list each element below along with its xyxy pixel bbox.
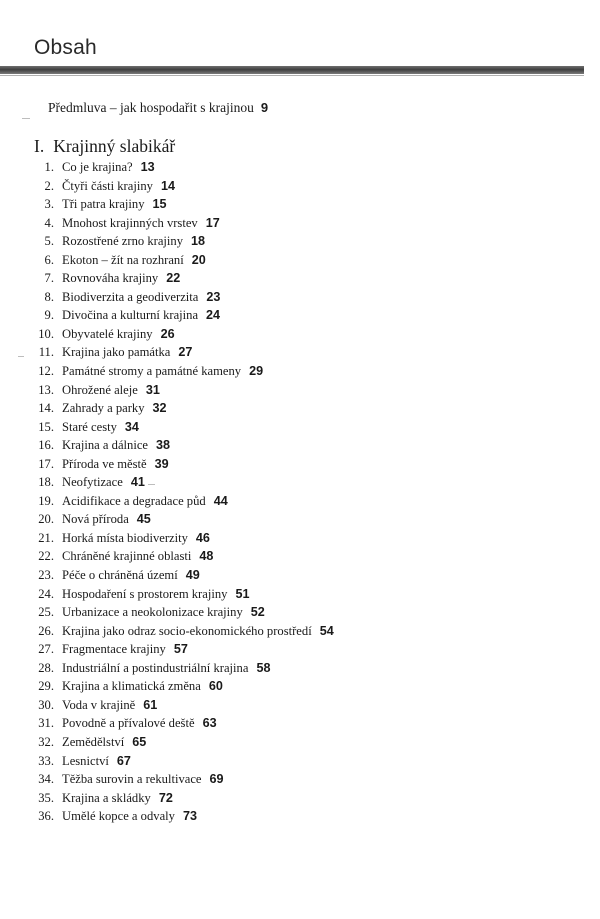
toc-entry-number: 16. — [38, 438, 54, 453]
toc-entry-title-text: Lesnictví — [62, 753, 109, 768]
preface-page-number: 9 — [260, 100, 269, 115]
toc-entry-title-text: Chráněné krajinné oblasti — [62, 549, 192, 564]
toc-entry-page-number: 60 — [208, 679, 223, 694]
toc-entry-number: 10. — [38, 326, 54, 341]
toc-entry-page-number: 45 — [136, 512, 151, 527]
toc-entry-number: 4. — [44, 215, 54, 230]
toc-entry-number: 30. — [38, 697, 54, 712]
toc-entry-page-number: 48 — [199, 549, 214, 564]
toc-entry-title — [62, 473, 145, 492]
toc-entry-title — [62, 288, 220, 307]
toc-entry-title-text: Voda v krajině — [62, 697, 136, 712]
toc-entry-title-text: Čtyři části krajiny — [62, 178, 153, 193]
toc-entry-title — [62, 343, 192, 362]
toc-entry-page-number: 15 — [152, 197, 167, 212]
toc-entry-page-number: 27 — [178, 345, 193, 360]
page-title: Obsah — [34, 36, 97, 59]
toc-entry-number: 28. — [38, 660, 54, 675]
toc-entry-title — [62, 696, 157, 715]
toc-entry-title — [62, 325, 175, 344]
toc-entry-title-text: Mnohost krajinných vrstev — [62, 215, 198, 230]
toc-entry-page-number: 23 — [206, 289, 221, 304]
toc-entry-title-text: Acidifikace a degradace půd — [62, 493, 206, 508]
toc-entry-title — [62, 622, 334, 641]
toc-entry-page-number: 31 — [145, 382, 160, 397]
toc-entry-title — [62, 214, 220, 233]
toc-entry-title-text: Krajina jako památka — [62, 345, 171, 360]
toc-entry-number: 13. — [38, 382, 54, 397]
toc-entry-title-text: Ekoton – žít na rozhraní — [62, 252, 184, 267]
toc-entry-number: 21. — [38, 530, 54, 545]
toc-entry-number: 35. — [38, 790, 54, 805]
preface-entry[interactable] — [48, 100, 268, 116]
toc-entry-title-text: Neofytizace — [62, 475, 123, 490]
toc-entry-title — [62, 714, 217, 733]
toc-entry-number: 23. — [38, 568, 54, 583]
toc-entry-title — [62, 251, 206, 270]
toc-entry-number: 18. — [38, 475, 54, 490]
scan-speck — [18, 356, 24, 357]
toc-entry-number: 2. — [44, 178, 54, 193]
toc-entry-title — [62, 455, 169, 474]
toc-entry-number: 5. — [44, 234, 54, 249]
toc-entry-title — [62, 362, 263, 381]
toc-entry-number: 12. — [38, 364, 54, 379]
toc-entry-title-text: Krajina jako odraz socio-ekonomického prostředí — [62, 623, 312, 638]
toc-entry-title — [62, 492, 228, 511]
toc-entry-title-text: Zemědělství — [62, 734, 125, 749]
toc-entry-title — [62, 733, 146, 752]
section-heading — [34, 136, 175, 157]
toc-entry-number: 31. — [38, 716, 54, 731]
toc-entry-number: 15. — [38, 419, 54, 434]
toc-entry-number: 6. — [44, 252, 54, 267]
toc-entry-number: 20. — [38, 512, 54, 527]
toc-entry-title-text: Péče o chráněná území — [62, 568, 178, 583]
toc-entry-title-text: Urbanizace a neokolonizace krajiny — [62, 605, 243, 620]
header-rule-thin — [0, 75, 584, 76]
toc-entry-number: 29. — [38, 679, 54, 694]
toc-entry-page-number: 26 — [160, 326, 175, 341]
toc-entry-number: 22. — [38, 549, 54, 564]
toc-entry-number: 24. — [38, 586, 54, 601]
toc-entry-title-text: Rovnováha krajiny — [62, 271, 159, 286]
toc-entry-title-text: Těžba surovin a rekultivace — [62, 772, 202, 787]
toc-entry-page-number: 24 — [206, 308, 221, 323]
toc-entry-page-number: 18 — [191, 234, 206, 249]
toc-entry-title — [62, 381, 160, 400]
toc-entry-page-number: 54 — [319, 623, 334, 638]
toc-entry-number: 8. — [44, 289, 54, 304]
toc-entry-page-number: 44 — [213, 493, 228, 508]
toc-entry-number: 11. — [38, 345, 54, 360]
toc-entry-number: 36. — [38, 809, 54, 824]
toc-entry-title-text: Horká místa biodiverzity — [62, 530, 188, 545]
toc-entry-title-text: Co je krajina? — [62, 160, 133, 174]
toc-entry-title — [62, 770, 224, 789]
toc-entry-title-text: Ohrožené aleje — [62, 382, 138, 397]
scan-speck — [148, 484, 155, 485]
toc-entry-title-text: Krajina a klimatická změna — [62, 679, 201, 694]
toc-entry-title-text: Tři patra krajiny — [62, 197, 145, 212]
toc-entry-title-text: Rozostřené zrno krajiny — [62, 234, 183, 249]
toc-entry-title-text: Industriální a postindustriální krajina — [62, 660, 249, 675]
toc-entry-title-text: Staré cesty — [62, 419, 117, 434]
toc-entry-number: 7. — [44, 271, 54, 286]
toc-entry-number: 25. — [38, 605, 54, 620]
toc-entry-number: 27. — [38, 642, 54, 657]
toc-entry-page-number: 39 — [154, 456, 169, 471]
toc-entry-title — [62, 306, 220, 325]
toc-entry-title — [62, 789, 173, 808]
toc-entry-number: 19. — [38, 493, 54, 508]
toc-entry-page-number: 32 — [152, 401, 167, 416]
toc-entry-number: 3. — [44, 197, 54, 212]
toc-entry-title-text: Hospodaření s prostorem krajiny — [62, 586, 228, 601]
toc-entry-page-number: 46 — [195, 530, 210, 545]
toc-entry-title-text: Biodiverzita a geodiverzita — [62, 289, 199, 304]
toc-entry-page-number: 41 — [130, 475, 145, 490]
toc-entry-page-number: 51 — [235, 586, 250, 601]
toc-entry-page-number: 49 — [185, 568, 200, 583]
toc-entry-page-number: 72 — [158, 790, 173, 805]
toc-entry-page-number: 73 — [182, 809, 197, 824]
toc-entry-title — [62, 603, 265, 622]
toc-entry-number: 17. — [38, 456, 54, 471]
toc-entry-title — [62, 529, 210, 548]
toc-entry-page-number: 65 — [132, 734, 147, 749]
toc-entry-title — [62, 566, 200, 585]
toc-entry-title — [62, 677, 223, 696]
scan-speck — [22, 118, 30, 119]
toc-entry-title — [62, 807, 197, 826]
toc-entry-page-number: 17 — [205, 215, 220, 230]
header-rule — [0, 66, 584, 74]
toc-entry-number: 32. — [38, 734, 54, 749]
toc-entry-title-text: Příroda ve městě — [62, 456, 147, 471]
toc-entry-page-number: 57 — [173, 642, 188, 657]
toc-entry-title — [62, 232, 205, 251]
toc-entry-title-text: Krajina a dálnice — [62, 438, 149, 453]
toc-entry-page-number: 14 — [160, 178, 175, 193]
toc-entry-title — [62, 399, 167, 418]
toc-entry-page-number: 38 — [156, 438, 171, 453]
toc-entry-number: 9. — [44, 308, 54, 323]
toc-entry-page-number: 34 — [124, 419, 139, 434]
toc-entry-page-number: 63 — [202, 716, 217, 731]
toc-entry-title-text: Památné stromy a památné kameny — [62, 364, 242, 379]
section-title-text: Krajinný slabikář — [53, 136, 176, 156]
toc-entry-page-number: 58 — [256, 660, 271, 675]
toc-entry-page-number: 13 — [140, 160, 155, 174]
toc-entry-title — [62, 585, 249, 604]
toc-entry-number: 34. — [38, 772, 54, 787]
toc-entry-page-number: 29 — [249, 364, 264, 379]
toc-entry-page-number: 61 — [143, 697, 158, 712]
toc-entry-page-number: 22 — [166, 271, 181, 286]
toc-entry-page-number: 20 — [191, 252, 206, 267]
toc-entry-title-text: Obyvatelé krajiny — [62, 326, 153, 341]
toc-entry-title — [62, 269, 180, 288]
section-roman-numeral: I. — [34, 136, 45, 156]
toc-entry-title — [62, 195, 167, 214]
toc-entry-title-text: Nová příroda — [62, 512, 129, 527]
toc-entry-title — [62, 418, 139, 437]
toc-entry-title-text: Zahrady a parky — [62, 401, 145, 416]
toc-entry-title — [62, 510, 151, 529]
toc-entry-title — [62, 158, 155, 177]
toc-entry-page-number: 69 — [209, 772, 224, 787]
preface-title: Předmluva – jak hospodařit s krajinou — [48, 100, 254, 115]
toc-entry-title-text: Fragmentace krajiny — [62, 642, 166, 657]
toc-entry-title — [62, 436, 170, 455]
toc-entry-number: 1. — [44, 160, 54, 174]
toc-entry-title — [62, 640, 188, 659]
toc-entry-title — [62, 659, 270, 678]
toc-entry-title-text: Povodně a přívalové deště — [62, 716, 195, 731]
toc-entry-title-text: Umělé kopce a odvaly — [62, 809, 175, 824]
toc-entry-number: 26. — [38, 623, 54, 638]
toc-entry-title — [62, 547, 213, 566]
toc-entry-title-text: Divočina a kulturní krajina — [62, 308, 199, 323]
toc-entry-number: 33. — [38, 753, 54, 768]
toc-entry-page-number: 52 — [250, 605, 265, 620]
toc-entry-title — [62, 752, 131, 771]
toc-entry-title-text: Krajina a skládky — [62, 790, 151, 805]
toc-entry-page-number: 67 — [116, 753, 131, 768]
toc-entry-title — [62, 177, 175, 196]
toc-entry-number: 14. — [38, 401, 54, 416]
